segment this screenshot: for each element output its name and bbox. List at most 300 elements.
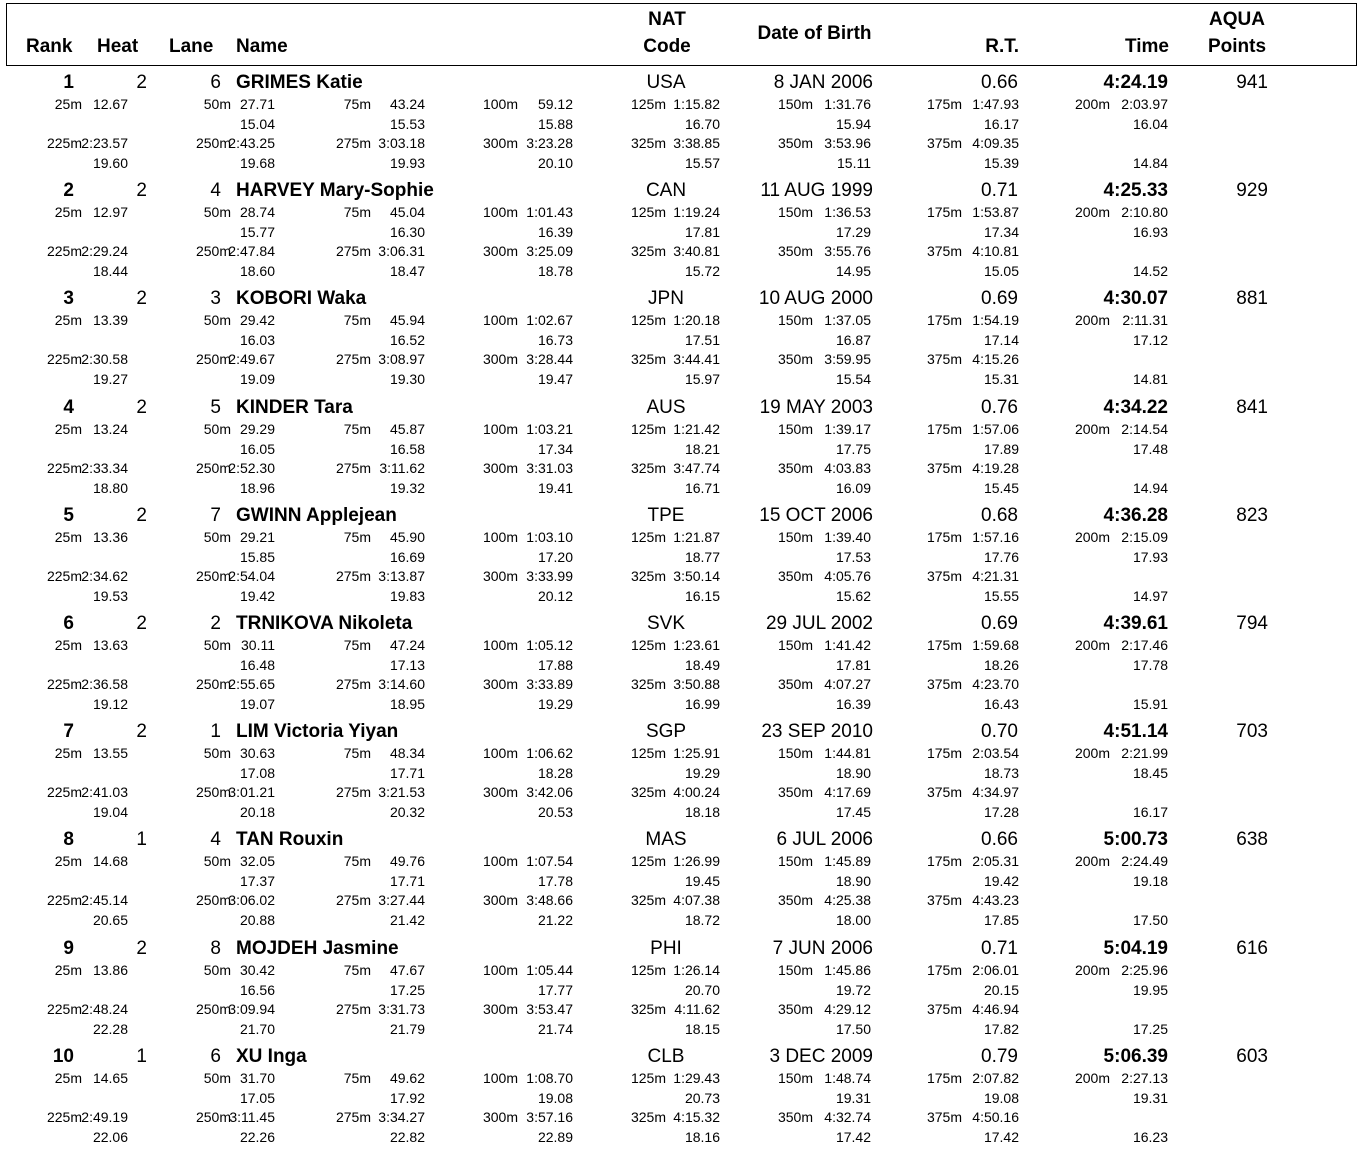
- split-time: 3:40.81: [673, 243, 720, 260]
- lap-time: 19.31: [835, 1089, 871, 1106]
- split-distance: 125m: [630, 96, 666, 112]
- reaction-time-cell: 0.71: [981, 180, 1018, 202]
- lap-time: 17.34: [983, 224, 1019, 241]
- split-time: 12.67: [92, 96, 128, 112]
- split-distance: 25m: [54, 420, 82, 437]
- lap-time: 16.73: [537, 332, 573, 349]
- split-distance: 175m: [926, 637, 962, 653]
- split-time: 2:17.46: [1121, 637, 1168, 653]
- rank-cell: 1: [63, 72, 74, 93]
- split-distance: 225m: [46, 243, 82, 260]
- split-time: 3:57.16: [526, 1108, 573, 1125]
- split-distance: 325m: [630, 892, 666, 909]
- lap-time: 19.29: [537, 696, 573, 712]
- split-time: 3:28.44: [526, 351, 573, 368]
- split-time: 1:21.42: [673, 420, 720, 437]
- lap-time: 19.18: [1132, 873, 1168, 890]
- split-distance: 75m: [343, 637, 371, 653]
- final-time-cell: 4:30.07: [1103, 288, 1168, 310]
- nat-code-cell: CAN: [645, 180, 687, 202]
- reaction-time-cell: 0.69: [981, 288, 1018, 310]
- final-time-cell: 4:36.28: [1103, 504, 1168, 526]
- split-time: 4:50.16: [972, 1108, 1019, 1125]
- lap-time: 19.29: [684, 765, 720, 782]
- split-distance: 175m: [926, 528, 962, 545]
- heat-cell: 2: [136, 72, 147, 93]
- split-time: 1:03.10: [526, 528, 573, 545]
- split-time: 1:57.06: [972, 420, 1019, 437]
- split-time: 2:48.24: [81, 1000, 128, 1017]
- split-time: 29.42: [239, 312, 275, 329]
- lap-time: 14.95: [835, 263, 871, 280]
- final-time-cell: 4:51.14: [1103, 721, 1168, 743]
- split-time: 1:01.43: [526, 204, 573, 221]
- split-time: 49.76: [389, 853, 425, 870]
- split-time: 1:39.17: [824, 420, 871, 437]
- lap-time: 17.28: [983, 804, 1019, 821]
- split-time: 28.74: [239, 204, 275, 221]
- split-distance: 350m: [777, 351, 813, 368]
- lane-cell: 4: [210, 829, 221, 851]
- lap-time: 16.09: [835, 479, 871, 496]
- split-time: 1:48.74: [824, 1069, 871, 1086]
- split-time: 45.87: [389, 420, 425, 437]
- split-distance: 175m: [926, 204, 962, 221]
- split-distance: 325m: [630, 1108, 666, 1125]
- lap-time: 18.60: [239, 263, 275, 280]
- header-heat: Heat: [97, 36, 139, 57]
- aqua-points-cell: 794: [1236, 613, 1268, 634]
- lap-time: 19.72: [835, 981, 871, 998]
- split-time: 3:21.53: [378, 784, 425, 801]
- split-distance: 225m: [46, 784, 82, 801]
- athlete-name: XU Inga: [236, 1045, 307, 1067]
- split-time: 2:06.01: [972, 961, 1019, 978]
- split-time: 2:21.99: [1121, 745, 1168, 762]
- lap-time: 18.90: [835, 873, 871, 890]
- split-distance: 300m: [482, 1000, 518, 1017]
- split-distance: 325m: [630, 784, 666, 801]
- heat-cell: 2: [136, 937, 147, 959]
- split-distance: 150m: [777, 312, 813, 329]
- lap-time: 18.16: [684, 1128, 720, 1145]
- header-nat-line1: NAT: [648, 9, 686, 30]
- split-time: 1:23.61: [673, 637, 720, 653]
- split-time: 4:11.62: [674, 1000, 720, 1017]
- split-time: 13.63: [92, 637, 128, 653]
- nat-code-cell: JPN: [648, 288, 684, 310]
- lap-time: 17.50: [1132, 912, 1168, 929]
- lap-time: 21.70: [239, 1020, 275, 1037]
- split-distance: 300m: [482, 243, 518, 260]
- split-distance: 200m: [1074, 637, 1110, 653]
- split-distance: 375m: [926, 1000, 962, 1017]
- rank-cell: 8: [63, 829, 74, 851]
- reaction-time-cell: 0.71: [981, 937, 1018, 959]
- split-time: 2:05.31: [972, 853, 1019, 870]
- split-time: 59.12: [537, 96, 573, 112]
- lap-time: 18.95: [389, 696, 425, 712]
- lap-time: 16.56: [239, 981, 275, 998]
- split-time: 2:54.04: [228, 567, 275, 584]
- heat-cell: 2: [136, 504, 147, 526]
- split-time: 3:31.73: [378, 1000, 425, 1017]
- lap-time: 17.12: [1132, 332, 1168, 349]
- lap-time: 19.83: [389, 587, 425, 604]
- split-distance: 325m: [630, 243, 666, 260]
- split-distance: 50m: [203, 312, 231, 329]
- lap-time: 17.25: [1132, 1020, 1168, 1037]
- lap-time: 17.76: [983, 548, 1019, 565]
- lap-time: 22.26: [239, 1128, 275, 1145]
- lap-time: 16.93: [1132, 224, 1168, 241]
- split-distance: 375m: [926, 892, 962, 909]
- split-time: 47.67: [389, 961, 425, 978]
- lap-time: 15.55: [983, 587, 1019, 604]
- split-distance: 325m: [630, 459, 666, 476]
- split-time: 4:32.74: [824, 1108, 871, 1125]
- date-of-birth-cell: 7 JUN 2006: [772, 937, 873, 959]
- split-time: 1:44.81: [824, 745, 871, 762]
- lap-time: 16.71: [684, 479, 720, 496]
- reaction-time-cell: 0.79: [981, 1045, 1018, 1067]
- split-distance: 350m: [777, 567, 813, 584]
- split-time: 30.42: [239, 961, 275, 978]
- lap-time: 19.68: [239, 155, 275, 171]
- split-distance: 325m: [630, 567, 666, 584]
- header-lane: Lane: [169, 36, 214, 57]
- lap-time: 14.84: [1132, 155, 1168, 171]
- lane-cell: 6: [210, 1045, 221, 1067]
- lap-time: 16.48: [239, 657, 275, 673]
- split-time: 3:50.14: [673, 567, 720, 584]
- lap-time: 20.88: [239, 912, 275, 929]
- split-time: 3:42.06: [526, 784, 573, 801]
- split-time: 2:33.34: [81, 459, 128, 476]
- final-time-cell: 5:04.19: [1103, 937, 1168, 959]
- split-distance: 75m: [343, 420, 371, 437]
- split-distance: 75m: [343, 853, 371, 870]
- split-distance: 250m: [195, 567, 231, 584]
- reaction-time-cell: 0.68: [981, 504, 1018, 526]
- split-distance: 50m: [203, 745, 231, 762]
- split-time: 49.62: [389, 1069, 425, 1086]
- split-time: 1:21.87: [673, 528, 720, 545]
- split-distance: 225m: [46, 135, 82, 151]
- split-time: 3:14.60: [378, 676, 425, 692]
- split-distance: 200m: [1074, 96, 1110, 112]
- lap-time: 17.14: [983, 332, 1019, 349]
- split-distance: 150m: [777, 637, 813, 653]
- split-distance: 100m: [482, 204, 518, 221]
- lap-time: 16.52: [389, 332, 425, 349]
- split-time: 29.21: [239, 528, 275, 545]
- split-time: 1:47.93: [972, 96, 1019, 112]
- split-time: 14.68: [92, 853, 128, 870]
- split-distance: 175m: [926, 1069, 962, 1086]
- lap-time: 16.30: [389, 224, 425, 241]
- split-distance: 125m: [630, 961, 666, 978]
- split-time: 13.39: [92, 312, 128, 329]
- split-distance: 125m: [630, 1069, 666, 1086]
- split-time: 1:54.19: [972, 312, 1019, 329]
- lap-time: 19.47: [537, 371, 573, 388]
- heat-cell: 1: [136, 829, 147, 851]
- split-distance: 275m: [335, 567, 371, 584]
- lap-time: 18.73: [983, 765, 1019, 782]
- split-distance: 350m: [777, 459, 813, 476]
- lap-time: 19.31: [1132, 1089, 1168, 1106]
- athlete-name: TAN Rouxin: [236, 829, 344, 851]
- lap-time: 17.82: [983, 1020, 1019, 1037]
- header-nat-line2: Code: [643, 36, 691, 57]
- split-distance: 200m: [1074, 853, 1110, 870]
- rank-cell: 4: [63, 396, 74, 418]
- header-date-of-birth: Date of Birth: [757, 23, 872, 44]
- split-time: 2:47.84: [228, 243, 275, 260]
- split-distance: 225m: [46, 351, 82, 368]
- split-distance: 25m: [54, 96, 82, 112]
- lap-time: 17.08: [239, 765, 275, 782]
- lap-time: 17.51: [684, 332, 720, 349]
- split-time: 48.34: [389, 745, 425, 762]
- lap-time: 19.53: [92, 587, 128, 604]
- lap-time: 17.71: [389, 873, 425, 890]
- split-distance: 325m: [630, 135, 666, 151]
- lap-time: 17.75: [835, 440, 871, 457]
- lap-time: 22.89: [537, 1128, 573, 1145]
- split-distance: 250m: [195, 1000, 231, 1017]
- split-time: 4:23.70: [972, 676, 1019, 692]
- split-time: 1:26.14: [673, 961, 720, 978]
- date-of-birth-cell: 19 MAY 2003: [759, 396, 873, 418]
- split-time: 3:06.02: [228, 892, 275, 909]
- split-distance: 350m: [777, 892, 813, 909]
- header-rank: Rank: [26, 36, 73, 57]
- aqua-points-cell: 941: [1236, 72, 1268, 93]
- lap-time: 15.31: [983, 371, 1019, 388]
- lap-time: 18.49: [684, 657, 720, 673]
- lap-time: 19.60: [92, 155, 128, 171]
- split-time: 3:23.28: [526, 135, 573, 151]
- lap-time: 19.09: [239, 371, 275, 388]
- lap-time: 18.77: [684, 548, 720, 565]
- lap-time: 16.17: [983, 116, 1019, 132]
- split-distance: 200m: [1074, 961, 1110, 978]
- split-time: 3:50.88: [673, 676, 720, 692]
- split-time: 1:57.16: [972, 528, 1019, 545]
- split-time: 2:45.14: [81, 892, 128, 909]
- lap-time: 18.00: [835, 912, 871, 929]
- lap-time: 20.73: [684, 1089, 720, 1106]
- split-distance: 50m: [203, 96, 231, 112]
- final-time-cell: 4:24.19: [1103, 72, 1168, 93]
- split-distance: 300m: [482, 892, 518, 909]
- lap-time: 15.54: [835, 371, 871, 388]
- split-distance: 325m: [630, 676, 666, 692]
- lap-time: 16.03: [239, 332, 275, 349]
- split-time: 2:41.03: [81, 784, 128, 801]
- split-distance: 150m: [777, 961, 813, 978]
- date-of-birth-cell: 11 AUG 1999: [760, 180, 873, 202]
- lap-time: 18.18: [684, 804, 720, 821]
- split-time: 4:09.35: [972, 135, 1019, 151]
- lap-time: 18.26: [983, 657, 1019, 673]
- lap-time: 15.57: [684, 155, 720, 171]
- split-distance: 150m: [777, 745, 813, 762]
- split-distance: 150m: [777, 528, 813, 545]
- lap-time: 15.88: [537, 116, 573, 132]
- lap-time: 14.94: [1132, 479, 1168, 496]
- split-time: 2:34.62: [81, 567, 128, 584]
- split-time: 1:05.44: [526, 961, 573, 978]
- lap-time: 17.42: [983, 1128, 1019, 1145]
- split-distance: 150m: [777, 853, 813, 870]
- lap-time: 17.77: [537, 981, 573, 998]
- lap-time: 19.27: [92, 371, 128, 388]
- split-distance: 225m: [46, 459, 82, 476]
- split-distance: 275m: [335, 135, 371, 151]
- rank-cell: 9: [63, 937, 74, 959]
- split-distance: 375m: [926, 784, 962, 801]
- split-time: 2:03.97: [1121, 96, 1168, 112]
- split-distance: 125m: [630, 745, 666, 762]
- split-time: 1:45.89: [824, 853, 871, 870]
- split-distance: 175m: [926, 96, 962, 112]
- aqua-points-cell: 841: [1236, 396, 1268, 418]
- split-time: 1:02.67: [526, 312, 573, 329]
- heat-cell: 2: [136, 613, 147, 634]
- athlete-name: HARVEY Mary-Sophie: [236, 180, 434, 202]
- split-distance: 100m: [482, 96, 518, 112]
- split-distance: 50m: [203, 528, 231, 545]
- split-time: 2:14.54: [1121, 420, 1168, 437]
- split-time: 2:25.96: [1121, 961, 1168, 978]
- lap-time: 18.28: [537, 765, 573, 782]
- lap-time: 17.92: [389, 1089, 425, 1106]
- lap-time: 17.05: [239, 1089, 275, 1106]
- lap-time: 20.32: [389, 804, 425, 821]
- date-of-birth-cell: 6 JUL 2006: [776, 829, 873, 851]
- lap-time: 20.18: [239, 804, 275, 821]
- rank-cell: 5: [63, 504, 74, 526]
- lap-time: 18.72: [684, 912, 720, 929]
- split-time: 4:34.97: [972, 784, 1019, 801]
- split-time: 3:06.31: [378, 243, 425, 260]
- lap-time: 15.85: [239, 548, 275, 565]
- lap-time: 16.39: [835, 696, 871, 712]
- lap-time: 16.43: [983, 696, 1019, 712]
- split-time: 2:55.65: [228, 676, 275, 692]
- split-distance: 50m: [203, 961, 231, 978]
- lap-time: 17.50: [835, 1020, 871, 1037]
- split-distance: 200m: [1074, 745, 1110, 762]
- table-header: [6, 3, 1357, 66]
- split-time: 4:46.94: [972, 1000, 1019, 1017]
- lap-time: 17.81: [835, 657, 871, 673]
- header-name: Name: [236, 36, 288, 57]
- lap-time: 19.45: [684, 873, 720, 890]
- split-distance: 350m: [777, 676, 813, 692]
- lane-cell: 4: [210, 180, 221, 202]
- lap-time: 22.28: [92, 1020, 128, 1037]
- split-distance: 250m: [195, 1108, 231, 1125]
- lap-time: 16.69: [389, 548, 425, 565]
- split-distance: 200m: [1074, 204, 1110, 221]
- lap-time: 21.79: [389, 1020, 425, 1037]
- split-time: 3:55.76: [824, 243, 871, 260]
- split-distance: 125m: [630, 420, 666, 437]
- lap-time: 20.53: [537, 804, 573, 821]
- lap-time: 17.45: [835, 804, 871, 821]
- date-of-birth-cell: 8 JAN 2006: [773, 72, 873, 93]
- date-of-birth-cell: 3 DEC 2009: [769, 1045, 873, 1067]
- split-time: 13.36: [92, 528, 128, 545]
- nat-code-cell: CLB: [647, 1045, 685, 1067]
- split-time: 1:41.42: [824, 637, 871, 653]
- split-time: 2:23.57: [81, 135, 128, 151]
- split-distance: 175m: [926, 745, 962, 762]
- heat-cell: 2: [136, 180, 147, 202]
- split-distance: 50m: [203, 204, 231, 221]
- split-time: 2:03.54: [972, 745, 1019, 762]
- split-time: 2:36.58: [81, 676, 128, 692]
- split-distance: 225m: [46, 1000, 82, 1017]
- split-time: 2:15.09: [1121, 528, 1168, 545]
- split-distance: 375m: [926, 243, 962, 260]
- lap-time: 19.41: [537, 479, 573, 496]
- final-time-cell: 5:00.73: [1103, 829, 1168, 851]
- split-distance: 75m: [343, 312, 371, 329]
- lap-time: 18.90: [835, 765, 871, 782]
- split-time: 4:07.27: [824, 676, 871, 692]
- lap-time: 19.95: [1132, 981, 1168, 998]
- lane-cell: 5: [210, 396, 221, 418]
- lap-time: 15.77: [239, 224, 275, 241]
- athlete-name: KINDER Tara: [236, 396, 353, 418]
- lap-time: 21.74: [537, 1020, 573, 1037]
- split-distance: 250m: [195, 351, 231, 368]
- lap-time: 18.44: [92, 263, 128, 280]
- split-distance: 250m: [195, 676, 231, 692]
- split-time: 2:29.24: [81, 243, 128, 260]
- split-time: 4:29.12: [824, 1000, 871, 1017]
- split-distance: 50m: [203, 853, 231, 870]
- split-distance: 175m: [926, 420, 962, 437]
- split-time: 13.86: [92, 961, 128, 978]
- athlete-name: TRNIKOVA Nikoleta: [236, 613, 413, 634]
- split-time: 3:34.27: [378, 1108, 425, 1125]
- split-time: 2:30.58: [81, 351, 128, 368]
- nat-code-cell: PHI: [650, 937, 682, 959]
- lap-time: 15.04: [239, 116, 275, 132]
- split-distance: 275m: [335, 243, 371, 260]
- split-time: 1:19.24: [673, 204, 720, 221]
- lap-time: 15.94: [835, 116, 871, 132]
- lap-time: 17.53: [835, 548, 871, 565]
- split-time: 3:47.74: [673, 459, 720, 476]
- split-time: 13.24: [92, 420, 128, 437]
- aqua-points-cell: 616: [1236, 937, 1268, 959]
- split-time: 1:08.70: [526, 1069, 573, 1086]
- split-distance: 100m: [482, 961, 518, 978]
- nat-code-cell: AUS: [646, 396, 686, 418]
- lane-cell: 1: [210, 721, 221, 743]
- split-time: 4:07.38: [673, 892, 720, 909]
- split-distance: 25m: [54, 528, 82, 545]
- split-distance: 325m: [630, 1000, 666, 1017]
- split-time: 1:07.54: [526, 853, 573, 870]
